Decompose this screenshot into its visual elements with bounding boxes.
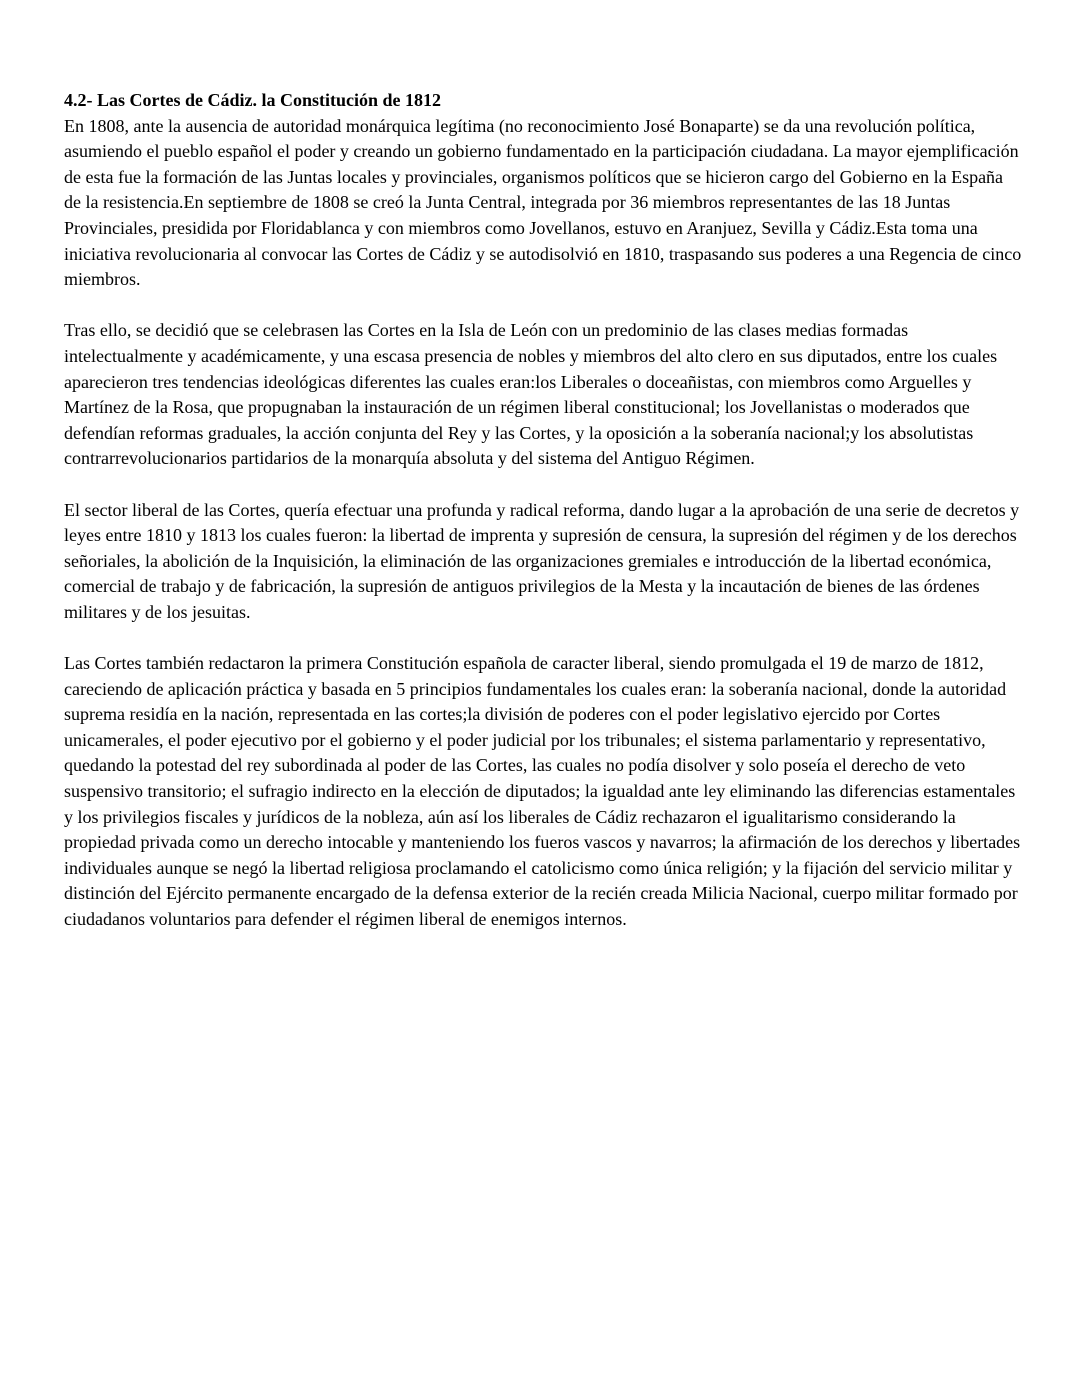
section-heading: 4.2- Las Cortes de Cádiz. la Constitución de 1812: [64, 90, 441, 110]
document-page: [64, 88, 1024, 958]
paragraph-tendencias-ideologicas: Tras ello, se decidió que se celebrasen las Cortes en la Isla de León con un predominio de las clases medias formadas intelectualmente y académicamente, y una escasa presencia de nobles y miembros del alto clero en sus diputados, entre los cuales aparecieron tres tendencias ideológicas diferentes las cuales eran:los Liberales o doceañistas, con miembros como Arguelles y Martínez de la Rosa, que propugnaban la instauración de un régimen liberal constitucional; los Jovellanistas o moderados que defendían reformas graduales, la acción conjunta del Rey y las Cortes, y la oposición a la soberanía nacional;y los absolutistas contrarrevolucionarios partidarios de la monarquía absoluta y del sistema del Antiguo Régimen.: [64, 320, 998, 469]
paragraph-junta-central: En 1808, ante la ausencia de autoridad monárquica legítima (no reconocimiento José Bonaparte) se da una revolución política, asumiendo el pueblo español el poder y creando un gobierno fundamentado en la participación ciudadana. La mayor ejemplificación de esta fue la formación de las Juntas locales y provinciales, organismos políticos que se hicieron cargo del Gobierno en la España de la resistencia.En septiembre de 1808 se creó la Junta Central, integrada por 36 miembros representantes de las 18 Juntas Provinciales, presidida por Floridablanca y con miembros como Jovellanos, estuvo en Aranjuez, Sevilla y Cádiz.Esta toma una iniciativa revolucionaria al convocar las Cortes de Cádiz y se autodisolvió en 1810, traspasando sus poderes a una Regencia de cinco miembros.: [64, 115, 1022, 290]
paragraph-constitucion-1812: Las Cortes también redactaron la primera Constitución española de caracter liberal, siendo promulgada el 19 de marzo de 1812, careciendo de aplicación práctica y basada en 5 principios fundamentales los cuales eran: la soberanía nacional, donde la autoridad suprema residía en la nación, representada en las cortes;la división de poderes con el poder legislativo ejercido por Cortes unicamerales, el poder ejecutivo por el gobierno y el poder judicial por los tribunales; el sistema parlamentario y representativo, quedando la potestad del rey subordinada al poder de las Cortes, las cuales no podía disolver y solo poseía el derecho de veto suspensivo transitorio; el sufragio indirecto en la elección de diputados; la igualdad ante ley eliminando las diferencias estamentales y los privilegios fiscales y jurídicos de la nobleza, aún así los liberales de Cádiz rechazaron el igualitarismo considerando la propiedad privada como un derecho intocable y manteniendo los fueros vascos y navarros; la afirmación de los derechos y libertades individuales aunque se negó la libertad religiosa proclamando el catolicismo como única religión; y la fijación del servicio militar y distinción del Ejército permanente encargado de la defensa exterior de la recién creada Milicia Nacional, cuerpo militar formado por ciudadanos voluntarios para defender el régimen liberal de enemigos internos.: [64, 653, 1021, 929]
paragraph-reformas-liberales: El sector liberal de las Cortes, quería efectuar una profunda y radical reforma, dando lugar a la aprobación de una serie de decretos y leyes entre 1810 y 1813 los cuales fueron: la libertad de imprenta y supresión de censura, la supresión del régimen y de los derechos señoriales, la abolición de la Inquisición, la eliminación de las organizaciones gremiales e introducción de la libertad económica, comercial de trabajo y de fabricación, la supresión de antiguos privilegios de la Mesta y la incautación de bienes de las órdenes militares y de los jesuitas.: [64, 499, 1020, 622]
